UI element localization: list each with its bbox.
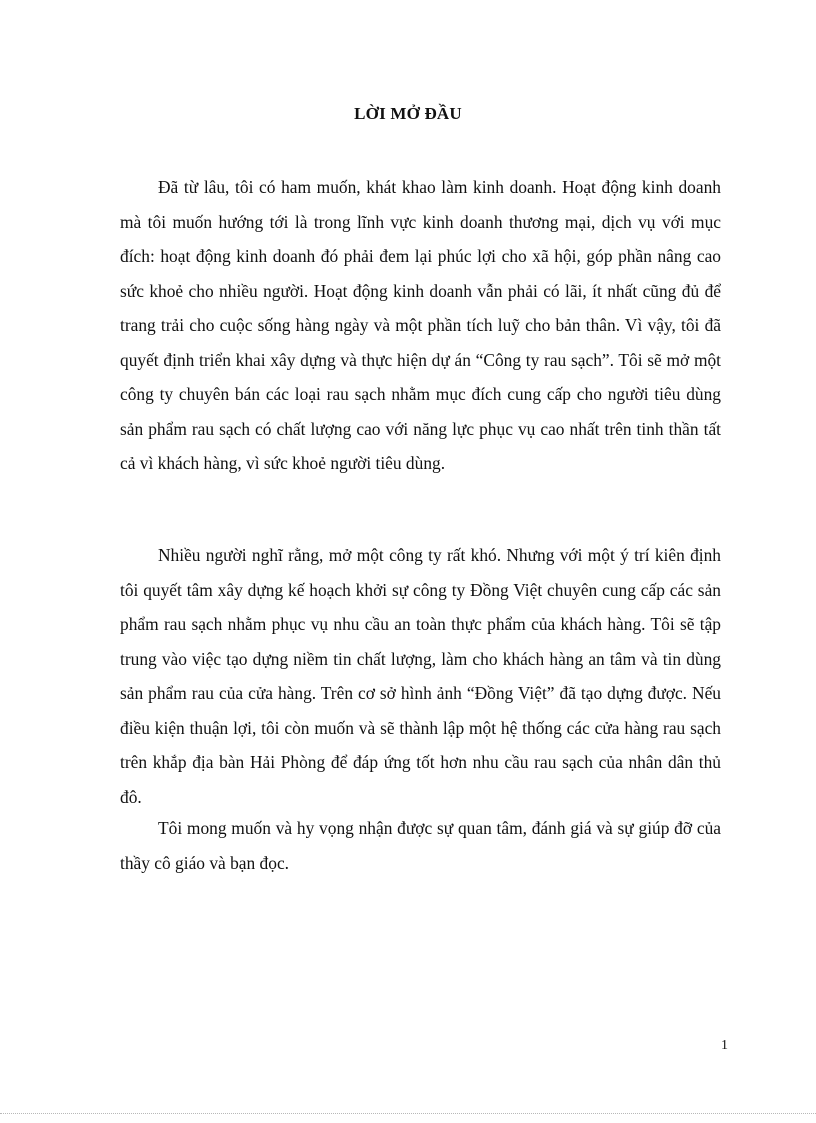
page-bottom-divider xyxy=(0,1113,816,1114)
page-title: LỜI MỞ ĐẦU xyxy=(354,104,462,123)
page-number: 1 xyxy=(721,1038,728,1053)
paragraph-intro xyxy=(120,170,721,481)
paragraph-text: Nhiều người nghĩ rằng, mở một công ty rất khó. Nhưng với một ý trí kiên định tôi quyết tâm xây dựng kế hoạch khởi sự công ty Đồng Việt chuyên cung cấp các sản phẩm rau sạch nhằm phục vụ nhu cầu an toàn thực phẩm của khách hàng. Tôi sẽ tập trung vào việc tạo dựng niềm tin chất lượng, làm cho khách hàng an tâm và tin dùng sản phẩm rau của cửa hàng. Trên cơ sở hình ảnh “Đồng Việt” đã tạo dựng được. Nếu điều kiện thuận lợi, tôi còn muốn và sẽ thành lập một hệ thống các cửa hàng rau sạch trên khắp địa bàn Hải Phòng để đáp ứng tốt hơn nhu cầu rau sạch của nhân dân thủ đô. xyxy=(120,545,721,807)
paragraph-closing xyxy=(120,811,721,880)
paragraph-text: Tôi mong muốn và hy vọng nhận được sự quan tâm, đánh giá và sự giúp đỡ của thầy cô giáo và bạn đọc. xyxy=(120,818,721,873)
paragraph-plan xyxy=(120,538,721,814)
paragraph-text: Đã từ lâu, tôi có ham muốn, khát khao làm kinh doanh. Hoạt động kinh doanh mà tôi muốn hướng tới là trong lĩnh vực kinh doanh thương mại, dịch vụ với mục đích: hoạt động kinh doanh đó phải đem lại phúc lợi cho xã hội, góp phần nâng cao sức khoẻ cho nhiều người. Hoạt động kinh doanh vẫn phải có lãi, ít nhất cũng đủ để trang trải cho cuộc sống hàng ngày và một phần tích luỹ cho bản thân. Vì vậy, tôi đã quyết định triển khai xây dựng và thực hiện dự án “Công ty rau sạch”. Tôi sẽ mở một công ty chuyên bán các loại rau sạch nhằm mục đích cung cấp cho người tiêu dùng sản phẩm rau sạch có chất lượng cao với năng lực phục vụ cao nhất trên tinh thần tất cả vì khách hàng, vì sức khoẻ người tiêu dùng. xyxy=(120,177,721,473)
